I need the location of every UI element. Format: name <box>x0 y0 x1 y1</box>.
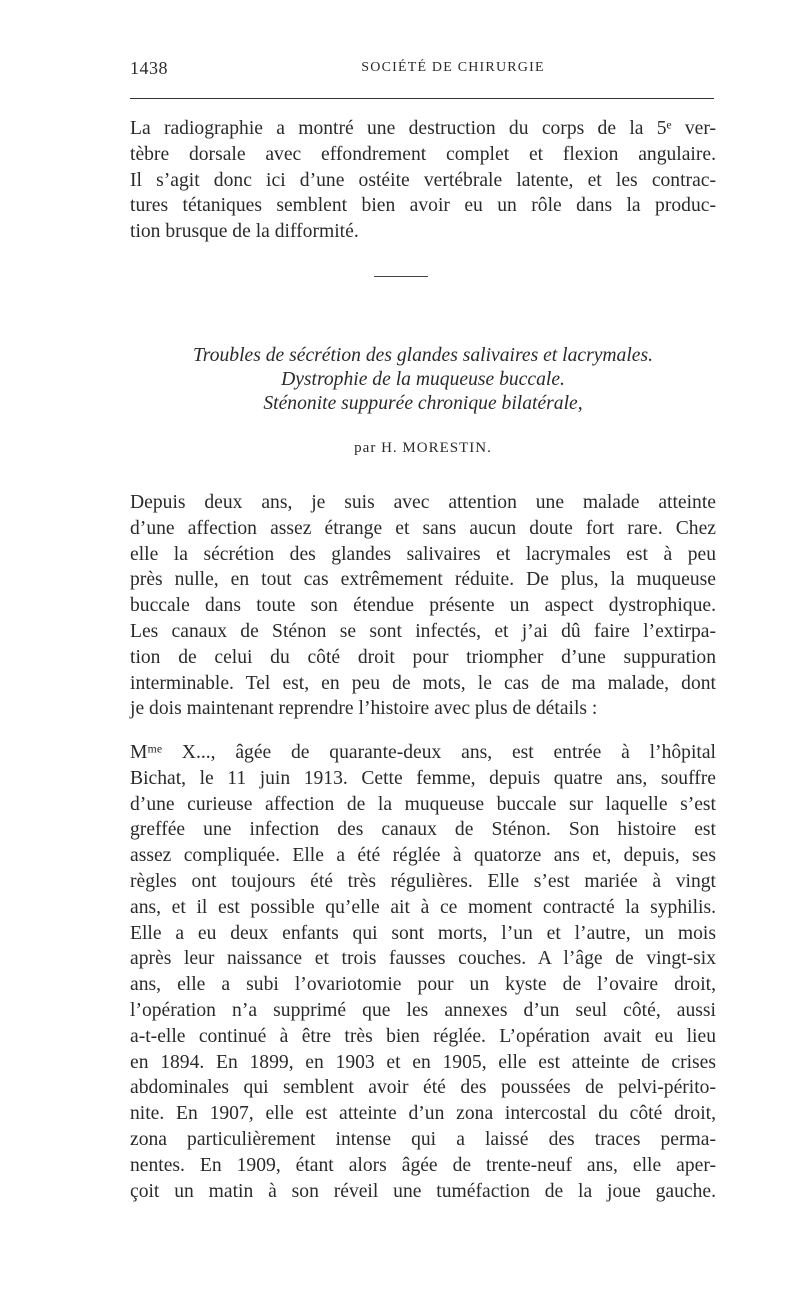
text-line: interminable. Tel est, en peu de mots, le cas de ma malade, dont <box>130 672 716 694</box>
text-line: l’opération n’a supprimé que les annexes d’un seul côté, aussi <box>130 999 716 1021</box>
text-line: tures tétaniques semblent bien avoir eu un rôle dans la produc- <box>130 195 716 217</box>
text-line: çoit un matin à son réveil une tuméfaction de la joue gauche. <box>130 1180 716 1202</box>
text-line: Bichat, le 11 juin 1913. Cette femme, depuis quatre ans, souffre <box>130 767 716 789</box>
text-line: La radiographie a montré une destruction du corps de la 5ᵉ ver- <box>130 118 716 139</box>
text-line: ans, et il est possible qu’elle ait à ce moment contracté la syphilis. <box>130 896 716 918</box>
header-rule <box>130 98 714 99</box>
page-header <box>130 58 716 84</box>
title-line: Sténonite suppurée chronique bilatérale, <box>263 393 583 414</box>
text-line: a-t-elle continué à être très bien réglée. L’opération avait eu lieu <box>130 1025 716 1047</box>
author-byline: par H. MORESTIN. <box>354 440 492 456</box>
text-line: assez compliquée. Elle a été réglée à quatorze ans et, depuis, ses <box>130 845 716 867</box>
text-line: tèbre dorsale avec effondrement complet et flexion angulaire. <box>130 143 716 165</box>
text-line: après leur naissance et trois fausses couches. A l’âge de vingt-six <box>130 948 716 970</box>
paragraph-introduction <box>130 490 716 722</box>
text-line: Depuis deux ans, je suis avec attention une malade atteinte <box>130 492 716 513</box>
title-line: Troubles de sécrétion des glandes salivaires et lacrymales. <box>192 345 654 366</box>
text-line: nite. En 1907, elle est atteinte d’un zona intercostal du côté droit, <box>130 1103 716 1125</box>
text-line: ans, elle a subi l’ovariotomie pour un kyste de l’ovaire droit, <box>130 974 716 996</box>
text-line: buccale dans toute son étendue présente un aspect dystrophique. <box>130 595 716 617</box>
text-line: Les canaux de Sténon se sont infectés, et j’ai dû faire l’extirpa- <box>130 620 716 642</box>
text-line: zona particulièrement intense qui a laissé des traces perma- <box>130 1128 716 1150</box>
text-line: nentes. En 1909, étant alors âgée de trente-neuf ans, elle aper- <box>130 1154 716 1176</box>
text-line: Elle a eu deux enfants qui sont morts, l’un et l’autre, un mois <box>130 922 716 944</box>
text-line: d’une curieuse affection de la muqueuse buccale sur laquelle s’est <box>130 793 716 815</box>
text-line: greffée une infection des canaux de Sténon. Son histoire est <box>130 819 716 841</box>
text-line: elle la sécrétion des glandes salivaires et lacrymales est à peu <box>130 543 716 565</box>
section-separator <box>374 276 428 277</box>
text-line: tion de celui du côté droit pour triompher d’une suppuration <box>130 646 716 668</box>
title-line: Dystrophie de la muqueuse buccale. <box>281 369 565 390</box>
paragraph-radiographie <box>130 116 716 245</box>
running-head: SOCIÉTÉ DE CHIRURGIE <box>361 60 545 75</box>
text-line: d’une affection assez étrange et sans aucun doute fort rare. Chez <box>130 517 716 539</box>
text-line: je dois maintenant reprendre l’histoire avec plus de détails : <box>130 698 598 720</box>
page-number: 1438 <box>130 58 168 78</box>
text-line: près nulle, en tout cas extrêmement réduite. De plus, la muqueuse <box>130 569 716 591</box>
text-line: règles ont toujours été très régulières. Elle s’est mariée à vingt <box>130 870 716 892</box>
paragraph-case-history <box>130 740 716 1204</box>
article-title <box>130 344 716 416</box>
text-line: Il s’agit donc ici d’une ostéite vertébrale latente, et les contrac- <box>130 169 716 191</box>
text-line: en 1894. En 1899, en 1903 et en 1905, elle est atteinte de crises <box>130 1051 716 1073</box>
text-line: abdominales qui semblent avoir été des poussées de pelvi-périto- <box>130 1077 716 1099</box>
text-line: Mᵐᵉ X..., âgée de quarante-deux ans, est entrée à l’hôpital <box>130 742 716 763</box>
text-line: tion brusque de la difformité. <box>130 221 359 243</box>
